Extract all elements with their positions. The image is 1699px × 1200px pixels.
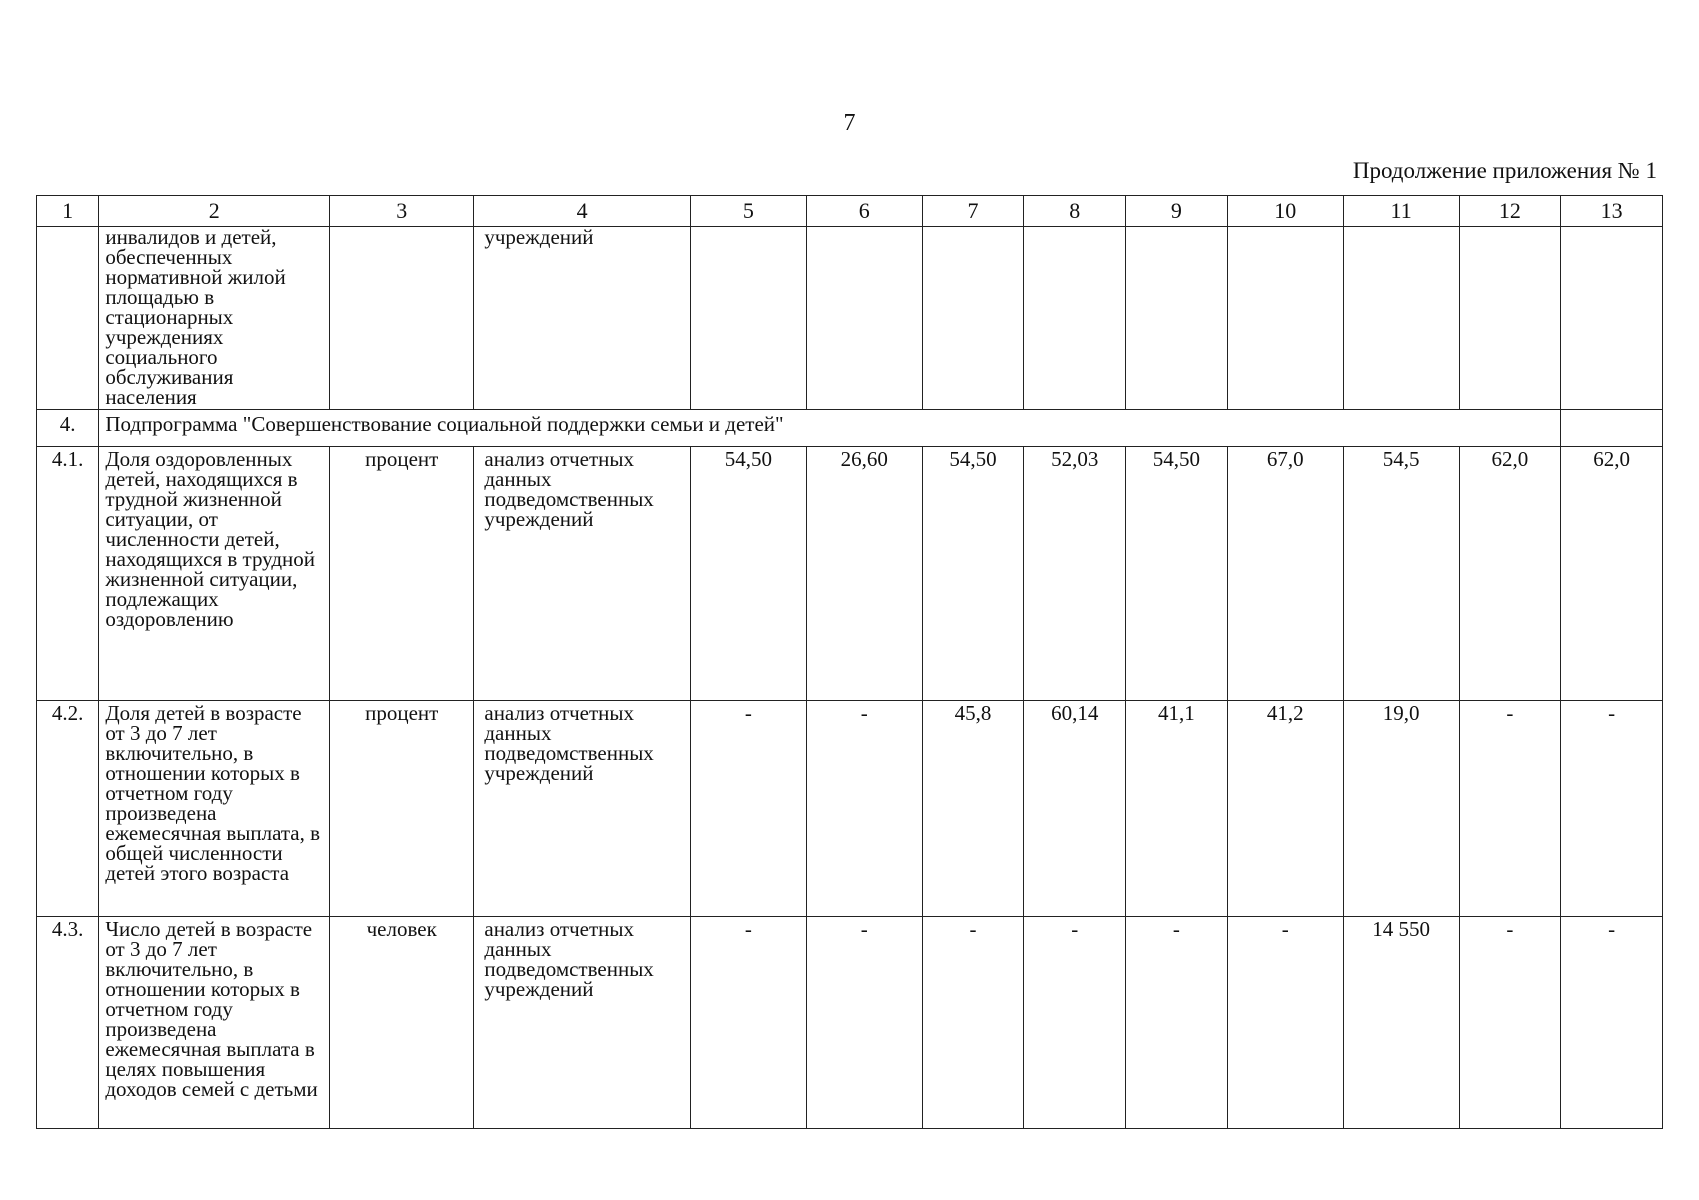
- value-cell: -: [1459, 701, 1561, 917]
- column-header: 11: [1343, 196, 1459, 227]
- row-number: 4.2.: [37, 701, 99, 917]
- row-number: [37, 227, 99, 410]
- value-cell: 60,14: [1024, 701, 1126, 917]
- indicator-name: Доля детей в возрасте от 3 до 7 лет включительно, в отношении которых в отчетном году произведена ежемесячная выплата, в общей численности детей этого возраста: [99, 701, 330, 917]
- indicator-name: Доля оздоровленных детей, находящихся в трудной жизненной ситуации, от численности детей, находящихся в трудной жизненной ситуации, подлежащих оздоровлению: [99, 447, 330, 701]
- row-number: 4.1.: [37, 447, 99, 701]
- column-header: 12: [1459, 196, 1561, 227]
- table-row-continued: [37, 227, 1663, 410]
- unit-cell: процент: [330, 447, 474, 701]
- value-cell: 54,50: [922, 447, 1024, 701]
- section-title: Подпрограмма "Совершенствование социальной поддержки семьи и детей": [99, 410, 1561, 447]
- column-header: 8: [1024, 196, 1126, 227]
- value-cell: -: [806, 701, 922, 917]
- value-cell: [1561, 410, 1663, 447]
- section-number: 4.: [37, 410, 99, 447]
- column-header: 13: [1561, 196, 1663, 227]
- value-cell: -: [690, 701, 806, 917]
- source-cell: анализ отчетных данных подведомственных учреждений: [474, 447, 691, 701]
- value-cell: -: [1126, 917, 1228, 1129]
- table-row: [37, 917, 1663, 1129]
- unit-cell: [330, 227, 474, 410]
- value-cell: 26,60: [806, 447, 922, 701]
- value-cell: -: [1024, 917, 1126, 1129]
- indicator-name: Число детей в возрасте от 3 до 7 лет включительно, в отношении которых в отчетном году произведена ежемесячная выплата в целях повышения доходов семей с детьми: [99, 917, 330, 1129]
- value-cell: -: [1561, 917, 1663, 1129]
- column-header: 1: [37, 196, 99, 227]
- value-cell: 19,0: [1343, 701, 1459, 917]
- table-row: [37, 701, 1663, 917]
- table-header-row: [37, 196, 1663, 227]
- value-cell: 54,50: [690, 447, 806, 701]
- value-cell: 62,0: [1459, 447, 1561, 701]
- table-row: [37, 447, 1663, 701]
- value-cell: [1459, 227, 1561, 410]
- unit-cell: человек: [330, 917, 474, 1129]
- page-number: 7: [843, 110, 856, 136]
- value-cell: [1227, 227, 1343, 410]
- value-cell: 41,1: [1126, 701, 1228, 917]
- value-cell: 45,8: [922, 701, 1024, 917]
- value-cell: -: [1561, 701, 1663, 917]
- row-number: 4.3.: [37, 917, 99, 1129]
- column-header: 6: [806, 196, 922, 227]
- value-cell: [806, 227, 922, 410]
- indicators-table: [36, 195, 1663, 1129]
- value-cell: [1561, 227, 1663, 410]
- continuation-label: Продолжение приложения № 1: [1352, 158, 1657, 183]
- column-header: 5: [690, 196, 806, 227]
- column-header: 7: [922, 196, 1024, 227]
- value-cell: -: [690, 917, 806, 1129]
- indicator-name: инвалидов и детей, обеспеченных нормативной жилой площадью в стационарных учреждениях социального обслуживания населения: [99, 227, 330, 410]
- column-header: 10: [1227, 196, 1343, 227]
- value-cell: 62,0: [1561, 447, 1663, 701]
- value-cell: 14 550: [1343, 917, 1459, 1129]
- value-cell: [1126, 227, 1228, 410]
- column-header: 3: [330, 196, 474, 227]
- value-cell: [922, 227, 1024, 410]
- value-cell: -: [806, 917, 922, 1129]
- value-cell: -: [1227, 917, 1343, 1129]
- value-cell: -: [922, 917, 1024, 1129]
- value-cell: -: [1459, 917, 1561, 1129]
- value-cell: 54,50: [1126, 447, 1228, 701]
- column-header: 4: [474, 196, 691, 227]
- value-cell: 67,0: [1227, 447, 1343, 701]
- unit-cell: процент: [330, 701, 474, 917]
- source-cell: учреждений: [474, 227, 691, 410]
- section-row: [37, 410, 1663, 447]
- source-cell: анализ отчетных данных подведомственных учреждений: [474, 917, 691, 1129]
- value-cell: [690, 227, 806, 410]
- value-cell: [1024, 227, 1126, 410]
- value-cell: 41,2: [1227, 701, 1343, 917]
- source-cell: анализ отчетных данных подведомственных учреждений: [474, 701, 691, 917]
- value-cell: [1343, 227, 1459, 410]
- value-cell: 52,03: [1024, 447, 1126, 701]
- column-header: 2: [99, 196, 330, 227]
- column-header: 9: [1126, 196, 1228, 227]
- value-cell: 54,5: [1343, 447, 1459, 701]
